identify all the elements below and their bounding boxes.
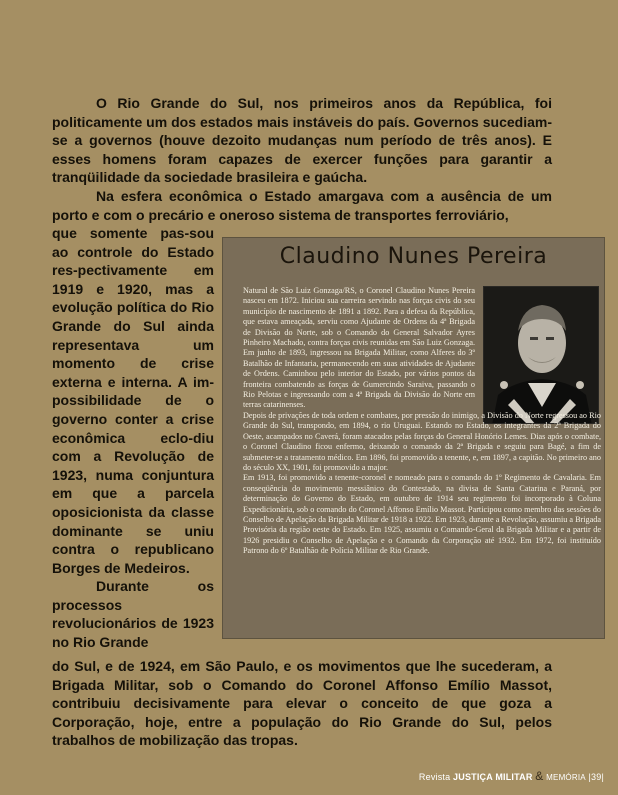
closing-text <box>52 657 552 750</box>
biography-title: Claudino Nunes Pereira <box>279 244 548 269</box>
footer-revista: Revista <box>418 772 451 782</box>
biography-text <box>243 286 601 557</box>
left-column-text <box>52 224 214 652</box>
paragraph-1: O Rio Grande do Sul, nos primeiros anos da República, foi politicamente um dos estados mais instáveis do país. Governos sucediam-se a governos (houve dezoito mudanças num período de três anos). E esses homens foram capazes de exercer funções para garantir a tranqüilidade da sociedade brasileira e gaúcha. <box>52 95 552 186</box>
paragraph-2: Na esfera econômica o Estado amargava com a ausência de um porto e com o precário e oneroso sistema de transportes ferroviário, <box>52 187 552 223</box>
biography-paragraph-1: Natural de São Luiz Gonzaga/RS, o Coronel Claudino Nunes Pereira nasceu em 1872. Iniciou sua carreira servindo nas forças civis do seu município de nascimento de 1891 a 1892. Para a defesa da República, que estava ameaçada, serviu como Ajudante de Ordens da 4ª Brigada de Divisão do Norte, sob o Comando do General Salvador Ayres Pinheiro Machado, contra forças civis reunidas em São Luiz Gonzaga. Em junho de 1893, ingressou na Brigada Militar, como Alferes do 3º Batalhão de Infantaria, permanecendo em suas atividades de Ajudante de Ordens. Caminhou pelo interior do Estado, por vários pontos da fronteira combatendo as forças de Gumercindo Saraiva, passando o Rio Pelotas e ingressando com a 4ª Brigada da Divisão do Norte em terras catarinenses. <box>243 286 475 410</box>
page-footer <box>419 769 604 783</box>
left-column-paragraph-2: Durante os processos revolucionários de 1923 no Rio Grande <box>52 578 214 651</box>
intro-text <box>52 94 552 224</box>
biography-paragraph-2: Depois de privações de toda ordem e combates, por pressão do inimigo, a Divisão do Norte regressou ao Rio Grande do Sul, transpondo, em 1894, o rio Uruguai. Estando no Estado, os integrantes da 2ª Brigada do Oeste, acampados no Caverá, foram atacados pelas forças do General Honório Lemes. Dias após o combate, o Coronel Claudino ficou enfermo, deixando o comando da 2ª Brigada e seguiu para Bagé, a fim de submeter-se a tratamento médico. Em 1896, foi promovido a tenente, e, em 1897, a capitão. No primeiro ano do século XX, 1901, foi promovido a major. <box>243 410 601 472</box>
page-number: |39| <box>588 772 604 782</box>
left-column-paragraph: que somente pas-sou ao controle do Estado res-pectivamente em 1919 e 1920, mas a evolução política do Rio Grande do Sul ainda representava um momento de crise externa e interna. A im-possibilidade de o governo conter a crise econômica eclo-diu com a Revolução de 1923, numa conjuntura em que a parcela oposicionista da classe dominante se uniu contra o republicano Borges de Medeiros. <box>52 225 214 576</box>
biography-box <box>222 237 605 639</box>
footer-memoria: MEMÓRIA <box>546 773 586 782</box>
closing-paragraph: do Sul, e de 1924, em São Paulo, e os movimentos que lhe sucederam, a Brigada Militar, sob o Comando do Coronel Affonso Emílio Massot, contribuiu decisivamente para elevar o conceito de que goza a Corporação, hoje, entre a população do Rio Grande do Sul, pelos trabalhos de mobilização das tropas. <box>52 658 552 749</box>
biography-paragraph-3: Em 1913, foi promovido a tenente-coronel e nomeado para o comando do 1º Regimento de Cavalaria. Em conseqüência do movimento messiânico do Contestado, na divisa de Santa Catarina e Paraná, por determinação do Governo do Estado, em outubro de 1914 seu regimento foi incorporado à Coluna Expedicionária, sob o comando do Coronel Affonso Emílio Massot. Participou como membro das sessões do Conselho de Apelação da Brigada Militar de 1918 a 1922. Em 1923, durante a Revolução, assumiu a Brigada Provisória da região oeste do Estado. Em 1925, assumiu o Comando-Geral da Brigada Militar e a partir de 1926 presidiu o Conselho de Apelação e o Comando da Corporação até 1932. Em 1972, foi instituído Patrono do 6º Batalhão de Polícia Militar de Rio Grande. <box>243 473 601 556</box>
footer-justica-militar: JUSTIÇA MILITAR <box>453 772 533 782</box>
footer-ampersand: & <box>535 769 544 783</box>
